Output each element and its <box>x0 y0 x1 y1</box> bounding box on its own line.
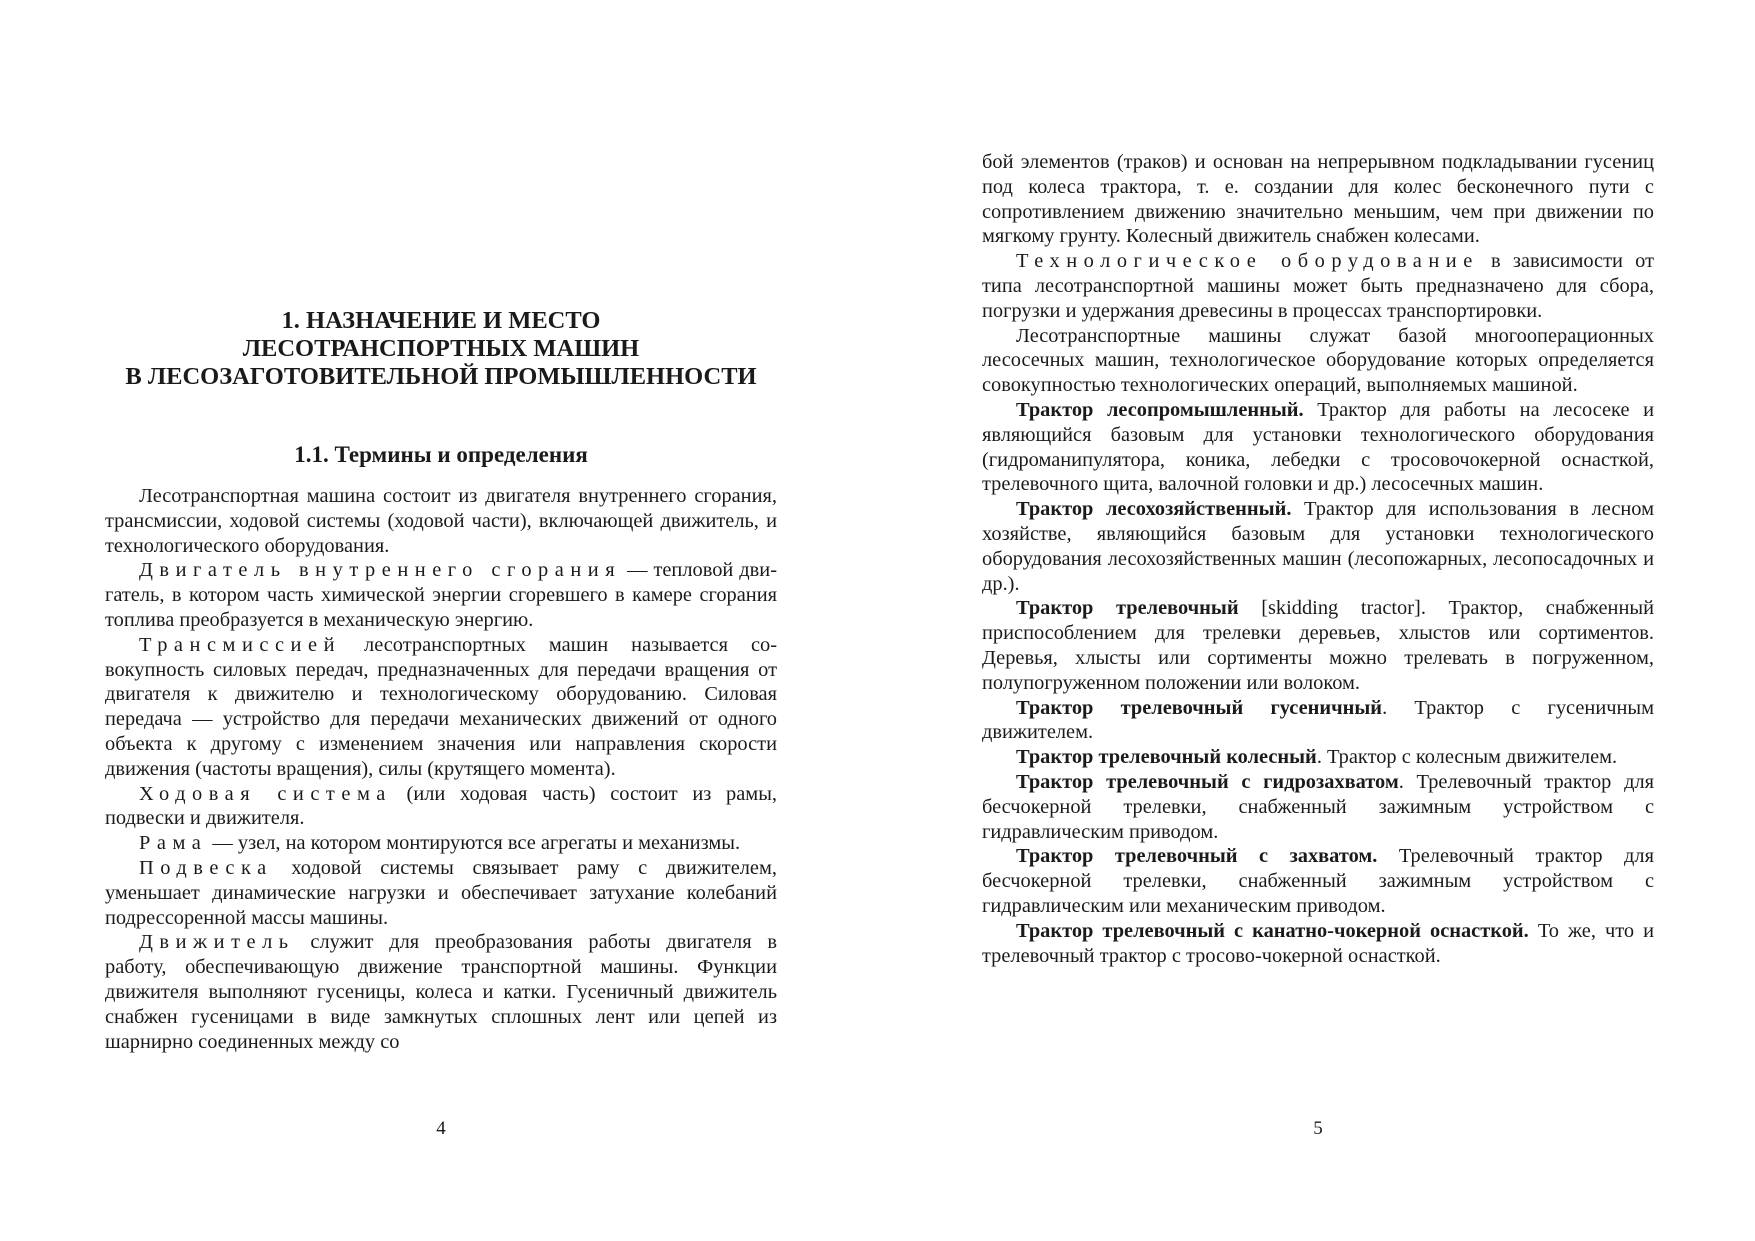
paragraph-text: в зависимости от типа лесотранспортной машины может быть предназначено для сбора, погрузки и удержания древесины в процессах транспортировки. <box>982 250 1654 322</box>
definition-text: Трактор для использования в лесном хозяйстве, являющийся базовым для установки технологического оборудования лесохозяйственных машин (лесопожарных, лесопосадочных и др.). <box>982 498 1654 595</box>
chapter-title-line: 1. НАЗНАЧЕНИЕ И МЕСТО <box>281 307 601 334</box>
left-body-text <box>105 484 777 1054</box>
bold-term: Трактор трелевочный <box>1016 597 1239 620</box>
term-definition <box>982 844 1654 918</box>
paragraph-text: Лесотранспортные машины служат базой многооперационных лесосечных машин, технологическое оборудование которых определяется совокупностью технологических операций, выполняемых машиной. <box>982 324 1654 397</box>
definition-text: Трелевочный трактор для бесчокерной трелевки, снабженный зажимным устройством с гидравлическим или механическим приводом. <box>982 845 1654 917</box>
paragraph <box>982 324 1654 398</box>
term-definition <box>982 745 1654 770</box>
paragraph <box>105 484 777 558</box>
paragraph <box>105 930 777 1054</box>
bold-term: Трактор трелевочный с гидрозахватом <box>1016 770 1399 793</box>
term-definition <box>982 596 1654 695</box>
paragraph-text: ходовой системы связывает раму с движителем, уменьшает динамические нагрузки и обеспечивает затухание колебаний подрессоренной массы машины. <box>105 856 777 929</box>
spaced-term: Движитель <box>139 931 295 954</box>
continued-paragraph: бой элементов (траков) и основан на непрерывном подкладывании гусениц под колеса трактора, т. е. создании для колес бесконечного пути с сопротивлением движению значительно меньшим, чем при движении по мягкому грунту. Колесный движитель снабжен колесами. <box>982 151 1654 248</box>
chapter-title-line: ЛЕСОТРАНСПОРТНЫХ МАШИН <box>242 335 640 362</box>
chapter-title <box>105 307 777 391</box>
term-definition <box>982 770 1654 844</box>
definition-text: . Трелевочный трактор для бесчокерной трелевки, снабженный зажимным устройством с гидравлическим приводом. <box>982 770 1655 843</box>
chapter-title-line: В ЛЕСОЗАГОТОВИТЕЛЬНОЙ ПРОМЫШЛЕННОСТИ <box>125 363 757 390</box>
paragraph <box>982 249 1654 323</box>
spaced-term: Двигатель внутреннего сгорания <box>139 559 622 582</box>
term-definition <box>982 696 1654 746</box>
paragraph-text: лесотранспортных машин называется совокупность силовых передач, предназначенных для передачи вращения от двигателя к движителю и технологическому оборудованию. Силовая передача — устройство для передачи механических движений от одного объекта к другому с изменением значения или направления скорости движения (частоты вращения), силы (крутящего момента). <box>105 633 777 780</box>
paragraph-text: Лесотранспортная машина состоит из двигателя внутреннего сгорания, трансмиссии, ходовой системы (ходовой части), включающей движитель, и технологического оборудования. <box>105 485 777 557</box>
spaced-term: Технологическое оборудование <box>1016 250 1479 273</box>
bold-term: Трактор лесопромышленный. <box>1016 398 1304 421</box>
definition-text: Трактор для работы на лесосеке и являющийся базовым для установки технологического оборудования (гидроманипулятора, коника, лебедки с тросовочокерной оснасткой, трелевочного щита, валочной головки и др.) лесосечных машин. <box>982 398 1654 496</box>
bold-term: Трактор трелевочный с канатно-чокерной оснасткой. <box>1016 919 1529 942</box>
right-body-text <box>982 150 1654 968</box>
page-number: 5 <box>1313 1118 1323 1139</box>
term-definition <box>982 497 1654 596</box>
bold-term: Трактор трелевочный с захватом. <box>1016 845 1378 868</box>
definition-text: [skidding tractor]. Трактор, снабженный приспособлением для трелевки деревьев, хлыстов или сортиментов. Деревья, хлысты или сортименты можно трелевать в погруженном, полупогруженном положении или волоком. <box>982 597 1654 694</box>
definition-text: То же, что и трелевочный трактор с тросово-чокерной оснасткой. <box>982 919 1655 967</box>
paragraph-text: — тепловой двигатель, в котором часть химической энергии сгоревшего в камере сгорания топлива преобразуется в механическую энергию. <box>105 559 777 631</box>
definition-text: . Трактор с гусеничным движителем. <box>982 696 1655 744</box>
bold-term: Трактор лесохозяйственный. <box>1016 498 1292 521</box>
paragraph-text: служит для преобразования работы двигателя в работу, обеспечивающую движение транспортной машины. Функции движителя выполняют гусеницы, колеса и катки. Гусеничный движитель снабжен гусеницами в виде замкнутых сплошных лент или цепей из шарнирно соединенных между со <box>105 931 777 1053</box>
term-definition <box>982 919 1654 969</box>
bold-term: Трактор трелевочный гусеничный <box>1016 696 1383 719</box>
spaced-term: Подвеска <box>139 856 273 879</box>
paragraph <box>105 831 777 856</box>
term-definition <box>982 398 1654 497</box>
definition-text: . Трактор с колесным движителем. <box>1316 746 1618 769</box>
spaced-term: Трансмиссией <box>139 633 342 656</box>
right-page <box>982 0 1654 1241</box>
page-number: 4 <box>436 1118 446 1139</box>
bold-term: Трактор трелевочный колесный <box>1016 746 1317 769</box>
paragraph-text: (или ходовая часть) состоит из рамы, подвески и движителя. <box>105 782 777 830</box>
paragraph <box>105 782 777 832</box>
paragraph <box>105 633 777 782</box>
section-title: 1.1. Термины и определения <box>294 442 588 467</box>
paragraph-text: — узел, на котором монтируются все агрегаты и механизмы. <box>207 832 741 855</box>
paragraph <box>105 856 777 930</box>
spaced-term: Рама <box>139 832 208 855</box>
paragraph <box>105 558 777 632</box>
spaced-term: Ходовая система <box>139 782 392 805</box>
left-page <box>105 0 777 1241</box>
